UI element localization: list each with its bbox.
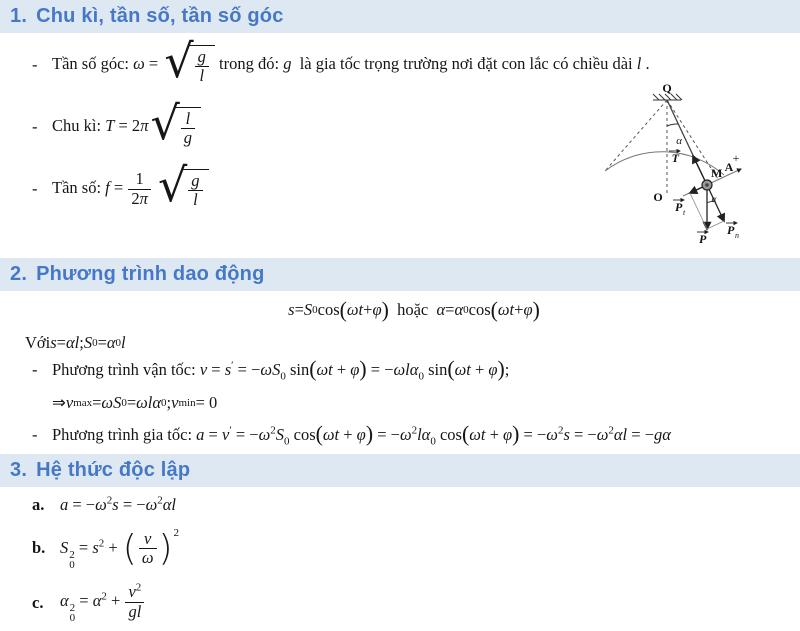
independent-relation-a [32, 491, 176, 519]
pt-label: P [675, 200, 683, 214]
bob-alpha-label: α [711, 194, 717, 204]
section-2-number: 2. [10, 263, 28, 285]
positive-direction-label: + [732, 151, 740, 165]
pn-label: P [727, 223, 735, 237]
bullet-dash: - [32, 360, 38, 379]
amplitude-label: A [724, 160, 734, 174]
section-3-number: 3. [10, 459, 28, 481]
section-1-number: 1. [10, 5, 28, 27]
swing-arc [605, 152, 724, 175]
alpha-label: α [676, 135, 682, 147]
bullet-dash: - [32, 117, 38, 136]
velocity-line [32, 354, 509, 386]
acceleration-line [32, 419, 671, 451]
item-label: a. [32, 495, 45, 514]
independent-relation-c [32, 576, 145, 630]
parallelogram-side [690, 193, 707, 229]
bullet-dash: - [32, 55, 38, 74]
item-label: b. [32, 538, 46, 557]
frequency-formula: Tần số: f = $\frac{1}{2\pi}$ √ $\frac{g}{l}$ [52, 166, 209, 212]
acceleration-formula: Phương trình gia tốc: $a = v' = -\omega^2S_0$ $\cos(\omega t + \varphi) = -\omega^2l\alpha_0$ $\cos(\omega t + \varphi) = -\omega^2s = -\omega^2\alpha l = -g\alpha$ [52, 422, 671, 448]
frequency-line [32, 156, 209, 222]
bullet-dash: - [32, 425, 38, 444]
section-1-heading [0, 0, 800, 33]
pivot-label: Q [662, 84, 672, 95]
item-a-formula: $a = -\omega^2s = -\omega^2\alpha l$ [60, 494, 176, 514]
period-formula: Chu kì: T = 2π √ $\frac{l}{g}$ [52, 104, 201, 150]
angle-arc [667, 124, 678, 126]
bullet-dash: - [32, 179, 38, 198]
pendulum-diagram [583, 84, 793, 246]
origin-label: O [653, 190, 663, 204]
independent-relation-b [32, 521, 179, 575]
item-label: c. [32, 593, 44, 612]
velocity-formula: Phương trình vận tốc: $v = s' = -\omega S_0$ sin(ωt + φ) = −ωlα$_0$ sin(ωt + φ); [52, 357, 510, 383]
left-extreme-dashed-line [605, 100, 667, 171]
item-c-formula: α 2 0 = $\alpha^2$ + $\frac{v^2}{gl}$ [60, 583, 145, 623]
vmax-line: ⇒ v max = ωS 0 = ωlα 0 ; v min = 0 [52, 393, 218, 412]
pn-sub-label: n [735, 231, 739, 240]
relation-line: Với s = αl ; S 0 = α 0 l [25, 333, 126, 352]
angular-frequency-formula: Tần số góc: ω = √ $\frac{g}{l}$ trong đó: g là gia tốc trọng trường nơi đặt con lắc có chiều dài l . [52, 34, 650, 88]
section-3-heading [0, 454, 800, 487]
section-2-heading [0, 258, 800, 291]
tension-label: T [671, 151, 679, 165]
pt-sub-label: t [683, 208, 686, 217]
weight-label: P [699, 232, 707, 246]
parallelogram-side [707, 221, 724, 229]
item-b-formula: S 2 0 = $s^2$ + ( $\frac{v}{\omega}$ )$^2$ [60, 526, 180, 571]
period-line [32, 96, 201, 158]
section-3-title: Hệ thức độc lập [36, 459, 191, 481]
section-1-title: Chu kì, tần số, tần số góc [36, 5, 284, 27]
section-2-title: Phương trình dao động [36, 263, 265, 285]
pendulum-bob-center [705, 183, 709, 187]
bob-label: M [711, 166, 723, 180]
displacement-equation: s = S 0 cos ( ωt + φ ) hoặc α = α 0 cos ( ωt + φ ) [288, 298, 540, 322]
angular-frequency-line [32, 36, 650, 94]
